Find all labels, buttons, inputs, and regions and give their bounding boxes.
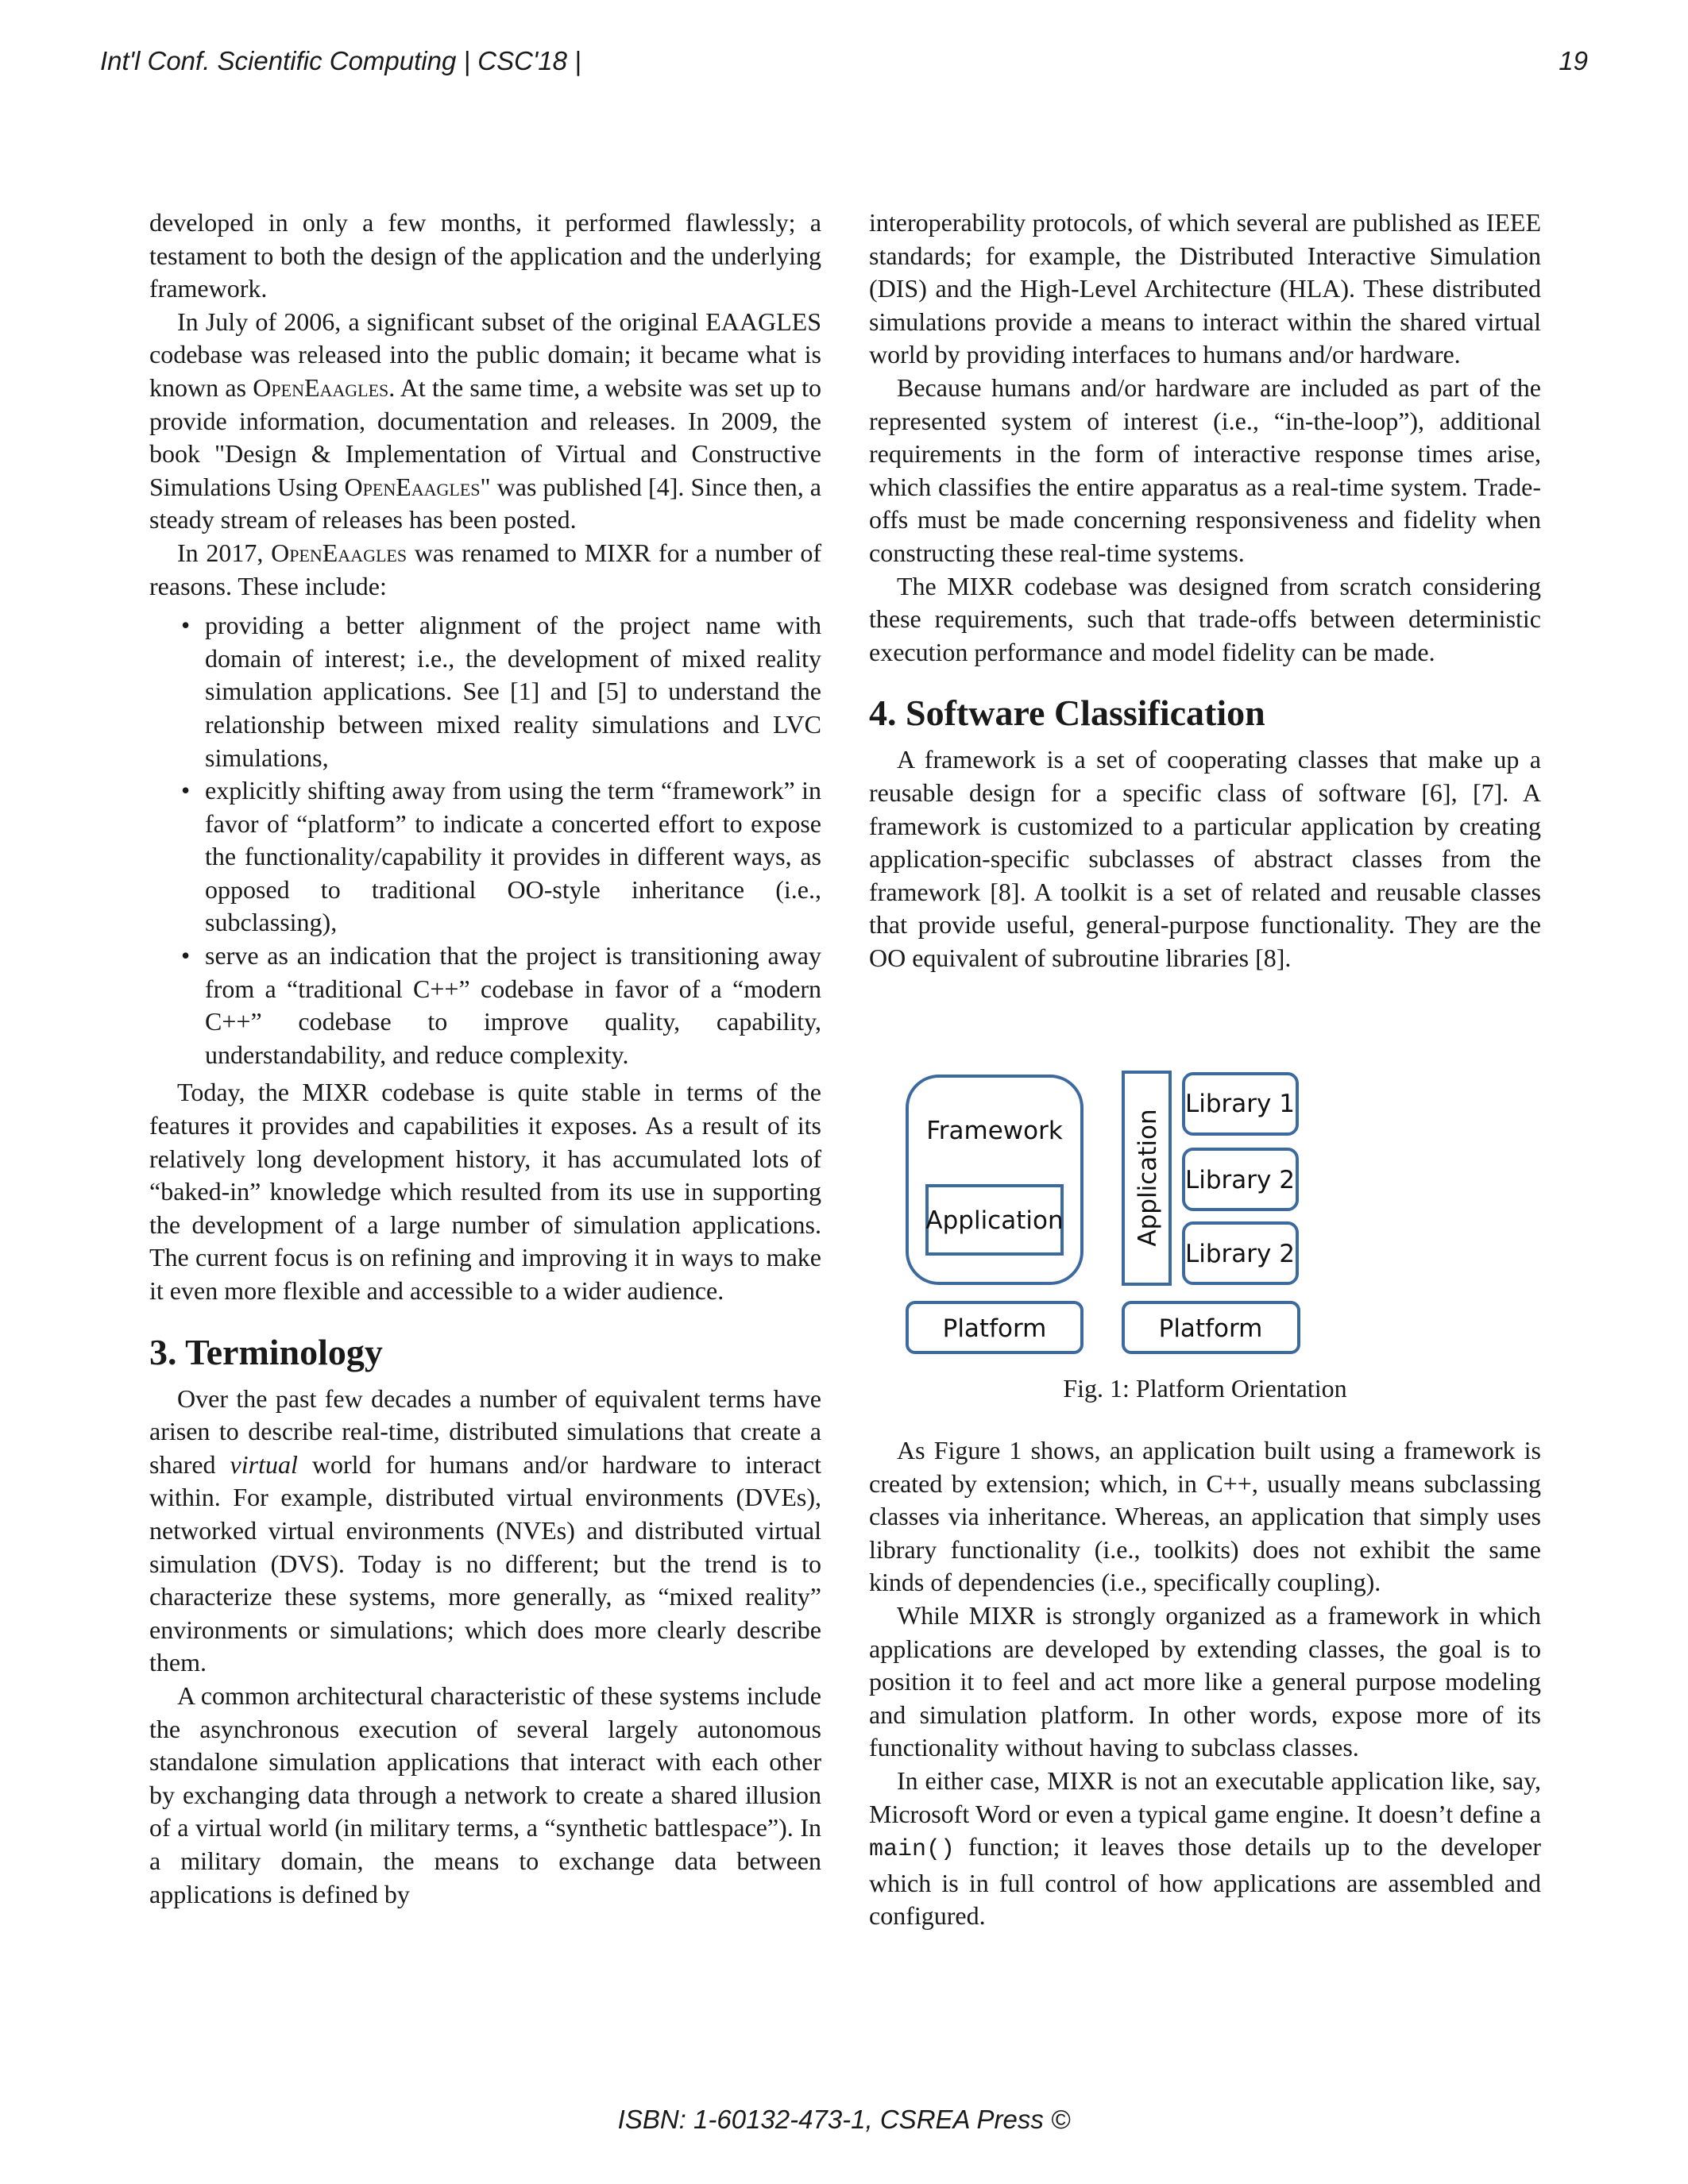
section-heading: 4. Software Classification: [869, 693, 1265, 734]
code-text: main(): [869, 1836, 956, 1864]
bullet-list: [149, 609, 821, 1071]
paragraph: The MIXR codebase was designed from scratch considering these requirements, such that trade-offs between deterministic execution performance and model fidelity can be made.: [869, 571, 1541, 666]
platform-label: Platform: [942, 1314, 1047, 1343]
paragraph: [149, 537, 821, 603]
text: In July of 2006, a significant subset of the original EAAGLES codebase was released into the public domain; it became what is known as: [149, 307, 821, 402]
text: Over the past few decades a number of equivalent terms have arisen to describe real-time, distributed simulations that create a shared: [149, 1383, 821, 1479]
framework-label: Framework: [926, 1117, 1063, 1145]
footer: ISBN: 1-60132-473-1, CSREA Press ©: [617, 2105, 1071, 2134]
text: . At the same time, a website was set up to provide information, documentation and releases. In 2009, the book "Design & Implementation of Virtual and Constructive Simulations Using: [149, 372, 822, 501]
list-item: • serve as an indication that the project is transitioning away from a “traditional C++” codebase in favor of a “modern C++” codebase to improve quality, capability, understandability, and reduce complexity.: [205, 940, 821, 1071]
paragraph: As Figure 1 shows, an application built using a framework is created by extension; which, in C++, usually means subclassing classes via inheritance. Whereas, an application that simply uses library functionality (i.e., toolkits) does not exhibit the same kinds of dependencies (i.e., specifically coupling).: [869, 1436, 1541, 1597]
text: OpenEaagles: [253, 372, 389, 402]
text: OpenEaagles: [271, 538, 408, 567]
paragraph: [149, 1383, 821, 1680]
left-column: [149, 206, 821, 1911]
library-label: Library 2: [1185, 1166, 1295, 1194]
right-column-bottom: [869, 1434, 1541, 1933]
list-item: • providing a better alignment of the project name with domain of interest; i.e., the development of mixed reality simulation applications. See [1] and [5] to understand the relationship between mixed reality simulations and LVC simulations,: [205, 609, 821, 774]
text: was renamed to MIXR for a number of reasons. These include:: [149, 538, 822, 600]
paragraph: While MIXR is strongly organized as a framework in which applications are developed by extending classes, the goal is to position it to feel and act more like a general purpose modeling and simulation platform. In other words, expose more of its functionality without having to subclass classes.: [869, 1600, 1541, 1762]
text: virtual: [230, 1449, 298, 1479]
list-item: • explicitly shifting away from using the term “framework” in favor of “platform” to indicate a concerted effort to expose the functionality/capability it provides in different ways, as opposed to traditional OO-style inheritance (i.e., subclassing),: [205, 774, 821, 940]
text: OpenEaagles: [344, 472, 481, 501]
library-label: Library 1: [1185, 1090, 1295, 1118]
text: function; it leaves those details up to the developer which is in full control of how applications are assembled and configured.: [869, 1832, 1541, 1931]
paragraph: Today, the MIXR codebase is quite stable in terms of the features it provides and capabilities it exposes. As a result of its relatively long development history, it has accumulated lots of “baked-in” knowledge which resulted from its use in supporting the development of a large number of simulation applications. The current focus is on refining and improving it in ways to make it even more flexible and accessible to a wider audience.: [149, 1078, 821, 1305]
right-column-top: [869, 206, 1541, 974]
paragraph: A common architectural characteristic of these systems include the asynchronous execution of several largely autonomous standalone simulation applications that interact with each other by exchanging data through a network to create a shared illusion of a virtual world (in military terms, a “synthetic battlespace”). In a military domain, the means to exchange data between applications is defined by: [149, 1680, 821, 1908]
running-header: Int'l Conf. Scientific Computing | CSC'18 |: [100, 46, 581, 75]
paragraph: developed in only a few months, it performed flawlessly; a testament to both the design of the application and the underlying framework.: [149, 208, 821, 303]
text: In 2017,: [177, 538, 272, 567]
text: In either case, MIXR is not an executable application like, say, Microsoft Word or even a typical game engine. It doesn’t define a: [869, 1765, 1541, 1828]
figure-platform-orientation: [898, 1056, 1517, 1374]
paragraph: Because humans and/or hardware are included as part of the represented system of interest (i.e., “in-the-loop”), additional requirements in the form of interactive response times arise, which classifies the entire apparatus as a real-time system. Trade-offs must be made concerning responsiveness and fidelity when constructing these real-time systems.: [869, 372, 1541, 567]
paragraph: interoperability protocols, of which several are published as IEEE standards; for example, the Distributed Interactive Simulation (DIS) and the High-Level Architecture (HLA). These distributed simulations provide a means to interact within the shared virtual world by providing interfaces to humans and/or hardware.: [869, 208, 1541, 369]
library-label: Library 2: [1185, 1240, 1295, 1268]
platform-label: Platform: [1158, 1314, 1263, 1343]
section-heading: 3. Terminology: [149, 1331, 383, 1372]
text: " was published [4]. Since then, a steady stream of releases has been posted.: [149, 472, 822, 534]
paragraph: [869, 1765, 1541, 1933]
application-label: Application: [925, 1206, 1064, 1235]
figure-caption: Fig. 1: Platform Orientation: [1063, 1374, 1347, 1403]
text: world for humans and/or hardware to interact within. For example, distributed virtual environments (DVEs), networked virtual environments (NVEs) and distributed virtual simulation (DVS). Today is no different; but the trend is to characterize these systems, more generally, as “mixed reality” environments or simulations; which does more clearly describe them.: [149, 1449, 822, 1677]
application-vertical-label: Application: [1134, 1109, 1162, 1247]
paragraph: A framework is a set of cooperating classes that make up a reusable design for a specific class of software [6], [7]. A framework is customized to a particular application by creating application-specific subclasses of abstract classes from the framework [8]. A toolkit is a set of related and reusable classes that provide useful, general-purpose functionality. They are the OO equivalent of subroutine libraries [8].: [869, 745, 1541, 972]
paragraph: [149, 306, 821, 537]
page-number: 19: [1559, 46, 1588, 75]
